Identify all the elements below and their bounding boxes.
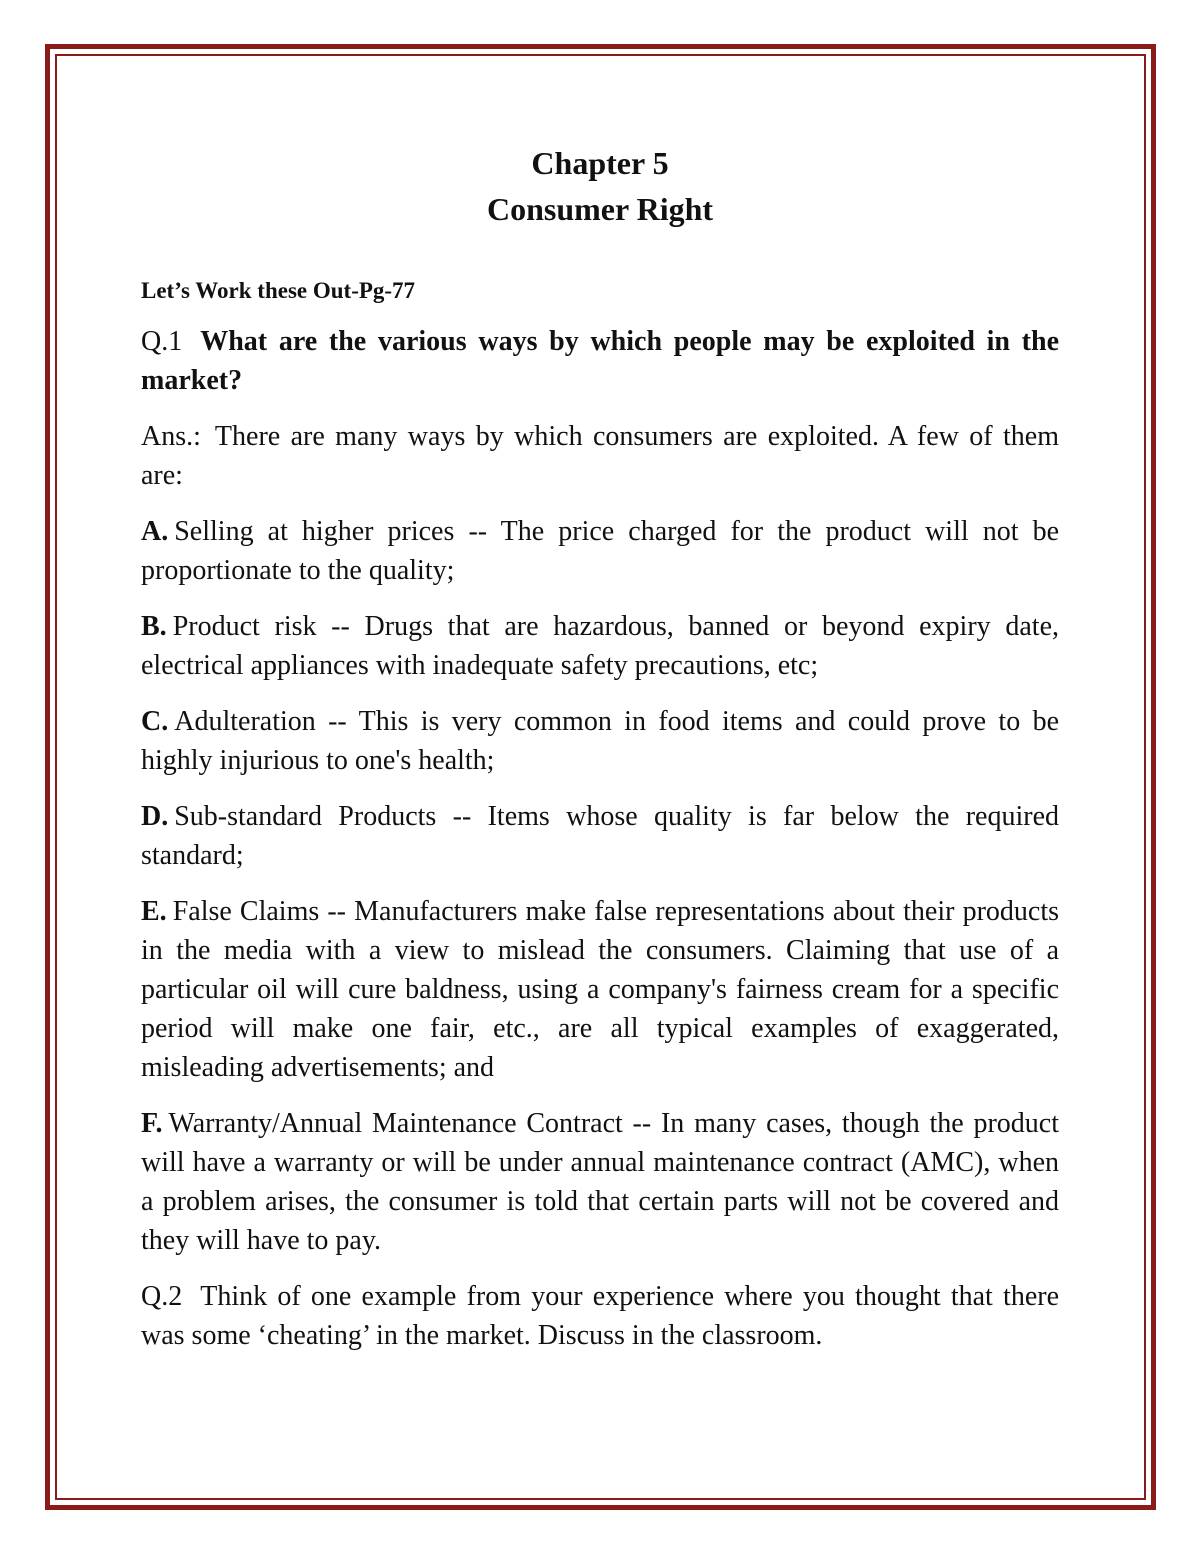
point-f (141, 1104, 1059, 1260)
point-f-letter: F. (141, 1108, 163, 1139)
question-2-text: Think of one example from your experience where you thought that there was some ‘cheating’ in the market. Discuss in the classroom. (141, 1281, 1059, 1351)
question-1-text: What are the various ways by which people may be exploited in the market? (141, 326, 1059, 396)
chapter-title: Consumer Right (486, 191, 714, 227)
point-b-letter: B. (141, 611, 167, 642)
point-b (141, 607, 1059, 685)
answer-intro (141, 417, 1059, 495)
point-a-letter: A. (141, 516, 169, 547)
point-c-text: Adulteration -- This is very common in food items and could prove to be highly injurious to one's health; (141, 706, 1059, 776)
point-e-letter: E. (141, 896, 167, 927)
point-e (141, 892, 1059, 1087)
page-content (141, 140, 1059, 1372)
question-1-number: Q.1 (141, 326, 183, 357)
chapter-number: Chapter 5 (531, 145, 669, 181)
answer-label: Ans.: (141, 421, 201, 452)
question-2-number: Q.2 (141, 1281, 183, 1312)
point-f-text: Warranty/Annual Maintenance Contract -- In many cases, though the product will have a warranty or will be under annual maintenance contract (AMC), when a problem arises, the consumer is told that certain parts will not be covered and they will have to pay. (141, 1108, 1059, 1256)
answer-intro-text: There are many ways by which consumers are exploited. A few of them are: (141, 421, 1059, 491)
point-c-letter: C. (141, 706, 169, 737)
point-a (141, 512, 1059, 590)
point-b-text: Product risk -- Drugs that are hazardous, banned or beyond expiry date, electrical appliances with inadequate safety precautions, etc; (141, 611, 1059, 681)
point-a-text: Selling at higher prices -- The price charged for the product will not be proportionate to the quality; (141, 516, 1059, 586)
section-label: Let’s Work these Out-Pg-77 (141, 278, 416, 303)
question-2 (141, 1277, 1059, 1355)
point-d-letter: D. (141, 801, 169, 832)
point-c (141, 702, 1059, 780)
point-e-text: False Claims -- Manufacturers make false representations about their products in the media with a view to mislead the consumers. Claiming that use of a particular oil will cure baldness, using a company's fairness cream for a specific period will make one fair, etc., are all typical examples of exaggerated, misleading advertisements; and (141, 896, 1059, 1083)
question-1 (141, 322, 1059, 400)
point-d (141, 797, 1059, 875)
point-d-text: Sub-standard Products -- Items whose quality is far below the required standard; (141, 801, 1059, 871)
